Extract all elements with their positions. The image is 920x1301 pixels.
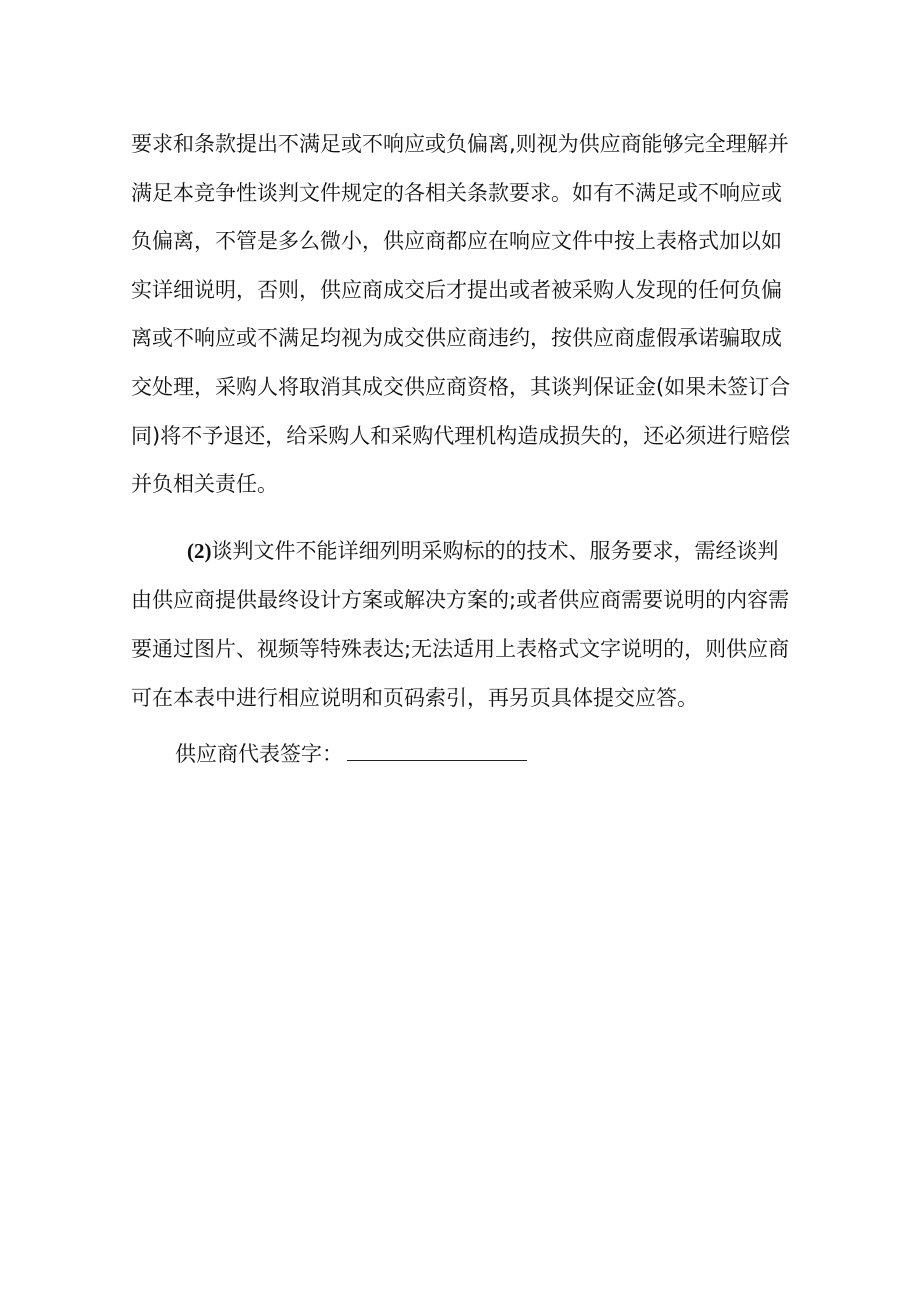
signature-label: 供应商代表签字： (175, 741, 343, 766)
paragraph-item-number: (2) (187, 538, 212, 563)
paragraph-item-2 (131, 527, 791, 723)
paragraph-deviation-terms: 要求和条款提出不满足或不响应或负偏离,则视为供应商能够完全理解并满足本竞争性谈判文件规定的各相关条款要求。如有不满足或不响应或负偏离，不管是多么微小，供应商都应在响应文件中按上表格式加以如实详细说明，否则，供应商成交后才提出或者被采购人发现的任何负偏离或不响应或不满足均视为成交供应商违约，按供应商虚假承诺骗取成交处理，采购人将取消其成交供应商资格，其谈判保证金(如果未签订合同)将不予退还，给采购人和采购代理机构造成损失的，还必须进行赔偿并负相关责任。 (131, 132, 791, 497)
signature-line[interactable] (347, 736, 527, 761)
paragraph-item-2-text: 谈判文件不能详细列明采购标的的技术、服务要求，需经谈判由供应商提供最终设计方案或解决方案的;或者供应商需要说明的内容需要通过图片、视频等特殊表达;无法适用上表格式文字说明的，则供应商可在本表中进行相应说明和页码索引，再另页具体提交应答。 (131, 538, 790, 710)
signature-row (131, 730, 791, 778)
document-body (131, 120, 791, 778)
